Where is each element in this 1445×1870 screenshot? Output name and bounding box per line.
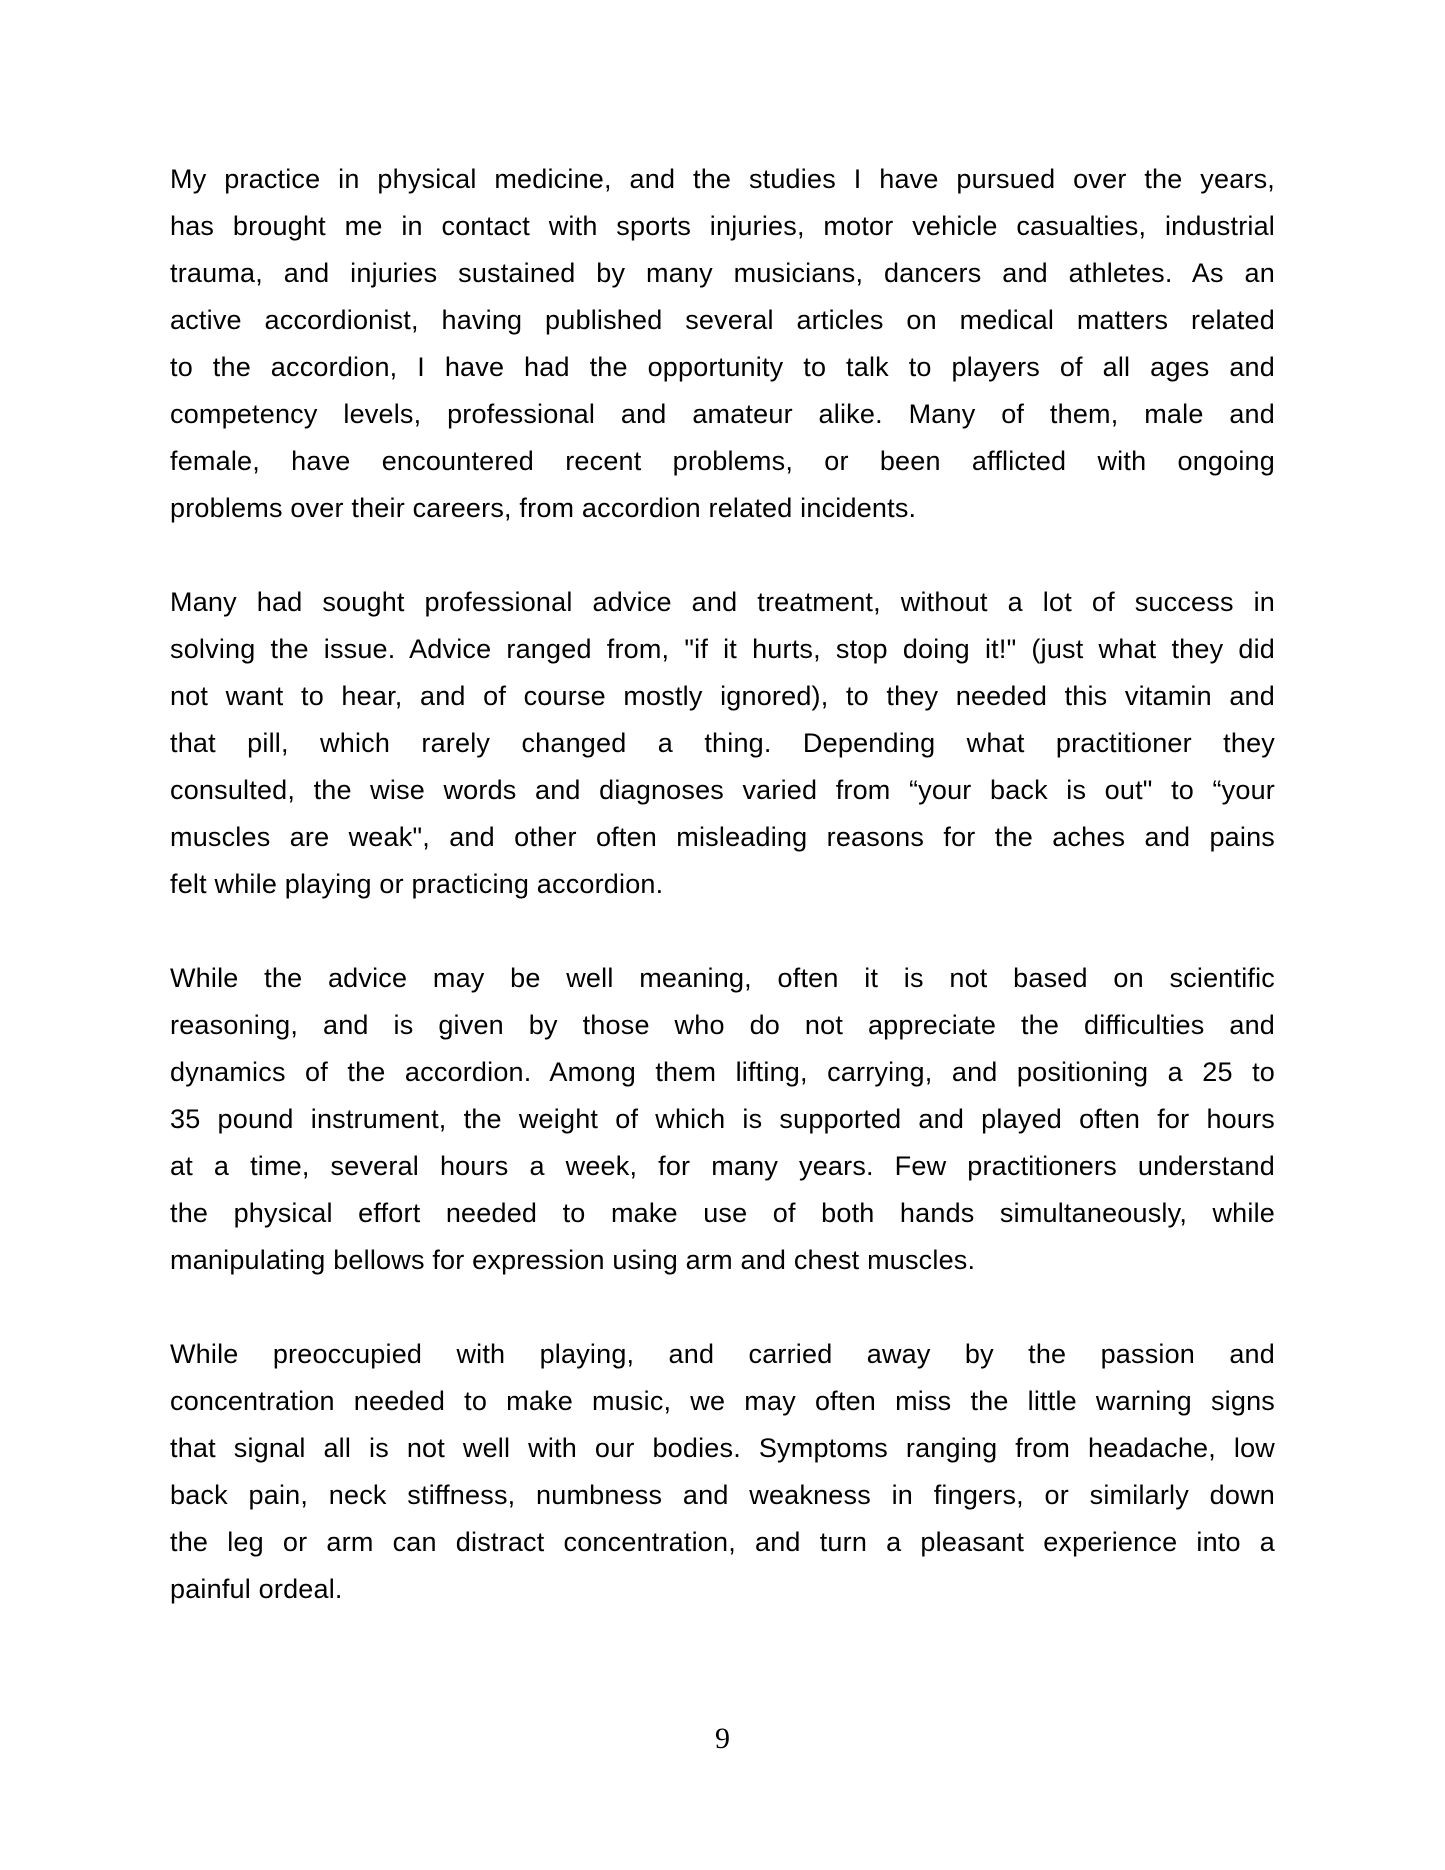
text-line: trauma, and injuries sustained by many musicians, dancers and athletes. As an [170, 258, 1275, 288]
text-line: consulted, the wise words and diagnoses varied from “your back is out" to “your [170, 775, 1275, 805]
text-line: solving the issue. Advice ranged from, "if it hurts, stop doing it!" (just what they did [170, 634, 1275, 664]
text-line: My practice in physical medicine, and the studies I have pursued over the years, [170, 164, 1275, 194]
text-line: that pill, which rarely changed a thing. Depending what practitioner they [170, 728, 1275, 758]
text-line: While the advice may be well meaning, often it is not based on scientific [170, 963, 1275, 993]
paragraph [170, 1331, 1275, 1613]
text-line: Many had sought professional advice and treatment, without a lot of success in [170, 587, 1275, 617]
text-line: painful ordeal. [170, 1574, 343, 1604]
text-line: has brought me in contact with sports injuries, motor vehicle casualties, industrial [170, 211, 1275, 241]
text-line: active accordionist, having published several articles on medical matters related [170, 305, 1275, 335]
paragraph [170, 156, 1275, 532]
text-line: to the accordion, I have had the opportunity to talk to players of all ages and [170, 352, 1275, 382]
text-line: manipulating bellows for expression using arm and chest muscles. [170, 1245, 976, 1275]
paragraph [170, 955, 1275, 1284]
text-line: concentration needed to make music, we may often miss the little warning signs [170, 1386, 1275, 1416]
text-line: 35 pound instrument, the weight of which is supported and played often for hours [170, 1104, 1275, 1134]
text-line: dynamics of the accordion. Among them lifting, carrying, and positioning a 25 to [170, 1057, 1275, 1087]
text-line: the physical effort needed to make use of both hands simultaneously, while [170, 1198, 1275, 1228]
text-line: reasoning, and is given by those who do not appreciate the difficulties and [170, 1010, 1275, 1040]
text-line: at a time, several hours a week, for many years. Few practitioners understand [170, 1151, 1275, 1181]
text-line: back pain, neck stiffness, numbness and weakness in fingers, or similarly down [170, 1480, 1275, 1510]
text-line: While preoccupied with playing, and carried away by the passion and [170, 1339, 1275, 1369]
body-text [170, 156, 1275, 1613]
text-line: felt while playing or practicing accordion. [170, 869, 664, 899]
text-line: problems over their careers, from accordion related incidents. [170, 493, 917, 523]
text-line: muscles are weak", and other often misleading reasons for the aches and pains [170, 822, 1275, 852]
text-line: competency levels, professional and amateur alike. Many of them, male and [170, 399, 1275, 429]
text-line: the leg or arm can distract concentration, and turn a pleasant experience into a [170, 1527, 1275, 1557]
text-line: not want to hear, and of course mostly ignored), to they needed this vitamin and [170, 681, 1275, 711]
paragraph [170, 579, 1275, 908]
text-line: that signal all is not well with our bodies. Symptoms ranging from headache, low [170, 1433, 1275, 1463]
page-number: 9 [715, 1722, 730, 1755]
text-line: female, have encountered recent problems, or been afflicted with ongoing [170, 446, 1275, 476]
